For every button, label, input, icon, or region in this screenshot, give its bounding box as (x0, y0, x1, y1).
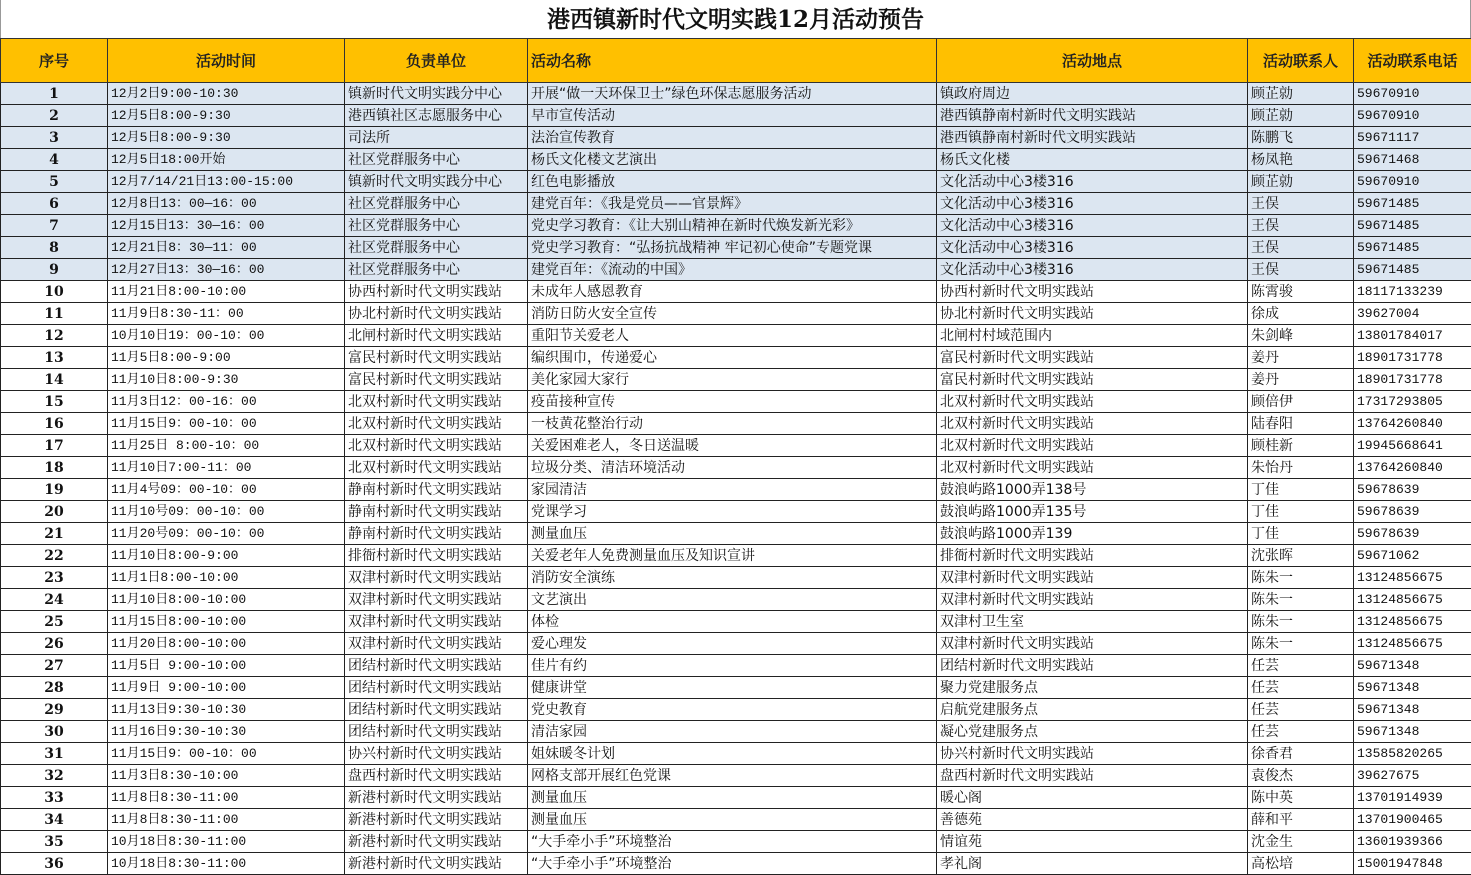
cell-place[interactable]: 鼓浪屿路1000弄135号 (937, 501, 1248, 523)
cell-name[interactable]: 爱心理发 (528, 633, 937, 655)
cell-place[interactable]: 镇政府周边 (937, 83, 1248, 105)
cell-phone[interactable]: 59671348 (1354, 721, 1471, 743)
cell-phone[interactable]: 18117133239 (1354, 281, 1471, 303)
cell-contact[interactable]: 陈鹏飞 (1248, 127, 1354, 149)
cell-contact[interactable]: 王俣 (1248, 215, 1354, 237)
cell-no[interactable]: 4 (1, 149, 108, 171)
cell-phone[interactable]: 59671485 (1354, 193, 1471, 215)
cell-time[interactable]: 11月13日9:30-10:30 (108, 699, 345, 721)
cell-no[interactable]: 22 (1, 545, 108, 567)
cell-phone[interactable]: 59671485 (1354, 237, 1471, 259)
cell-place[interactable]: 北双村新时代文明实践站 (937, 457, 1248, 479)
cell-contact[interactable]: 丁佳 (1248, 523, 1354, 545)
cell-contact[interactable]: 陈朱一 (1248, 611, 1354, 633)
header-row (1, 39, 1471, 83)
cell-name[interactable]: 关爱困难老人，冬日送温暖 (528, 435, 937, 457)
cell-name[interactable]: 党史学习教育：“弘扬抗战精神 牢记初心使命”专题党课 (528, 237, 937, 259)
cell-contact[interactable]: 陆春阳 (1248, 413, 1354, 435)
cell-unit[interactable]: 北双村新时代文明实践站 (345, 457, 528, 479)
cell-name[interactable]: 美化家园大家行 (528, 369, 937, 391)
cell-unit[interactable]: 北双村新时代文明实践站 (345, 435, 528, 457)
cell-time[interactable]: 11月1日8:00-10:00 (108, 567, 345, 589)
cell-unit[interactable]: 团结村新时代文明实践站 (345, 677, 528, 699)
cell-name[interactable]: 杨氏文化楼文艺演出 (528, 149, 937, 171)
cell-phone[interactable]: 59678639 (1354, 479, 1471, 501)
cell-name[interactable]: 党史学习教育：《让大别山精神在新时代焕发新光彩》 (528, 215, 937, 237)
table-row (1, 589, 1471, 611)
cell-contact[interactable]: 顾芷勍 (1248, 171, 1354, 193)
cell-phone[interactable]: 59670910 (1354, 171, 1471, 193)
cell-name[interactable]: 早市宣传活动 (528, 105, 937, 127)
cell-time[interactable]: 11月15日8:00-10:00 (108, 611, 345, 633)
header-phone[interactable]: 活动联系电话 (1354, 39, 1471, 83)
cell-phone[interactable]: 59671348 (1354, 655, 1471, 677)
cell-place[interactable]: 鼓浪屿路1000弄139 (937, 523, 1248, 545)
cell-unit[interactable]: 富民村新时代文明实践站 (345, 369, 528, 391)
table-row (1, 721, 1471, 743)
cell-contact[interactable]: 陈朱一 (1248, 633, 1354, 655)
cell-time[interactable]: 10月18日8:30-11:00 (108, 831, 345, 853)
cell-place[interactable]: 团结村新时代文明实践站 (937, 655, 1248, 677)
cell-no[interactable]: 33 (1, 787, 108, 809)
cell-place[interactable]: 盘西村新时代文明实践站 (937, 765, 1248, 787)
table-row (1, 633, 1471, 655)
cell-no[interactable]: 35 (1, 831, 108, 853)
cell-contact[interactable]: 朱剑峰 (1248, 325, 1354, 347)
cell-unit[interactable]: 新港村新时代文明实践站 (345, 787, 528, 809)
cell-no[interactable]: 11 (1, 303, 108, 325)
table-row (1, 105, 1471, 127)
table-row (1, 237, 1471, 259)
cell-unit[interactable]: 双津村新时代文明实践站 (345, 633, 528, 655)
cell-no[interactable]: 1 (1, 83, 108, 105)
cell-name[interactable]: “大手牵小手”环境整治 (528, 831, 937, 853)
cell-name[interactable]: 健康讲堂 (528, 677, 937, 699)
cell-place[interactable]: 北双村新时代文明实践站 (937, 413, 1248, 435)
cell-phone[interactable]: 59670910 (1354, 83, 1471, 105)
cell-phone[interactable]: 13585820265 (1354, 743, 1471, 765)
cell-place[interactable]: 文化活动中心3楼316 (937, 237, 1248, 259)
cell-time[interactable]: 11月3日12：00-16：00 (108, 391, 345, 413)
cell-contact[interactable]: 徐成 (1248, 303, 1354, 325)
cell-time[interactable]: 12月5日8:00-9:30 (108, 127, 345, 149)
cell-name[interactable]: 编织围巾，传递爱心 (528, 347, 937, 369)
cell-place[interactable]: 文化活动中心3楼316 (937, 171, 1248, 193)
cell-phone[interactable]: 59678639 (1354, 523, 1471, 545)
cell-name[interactable]: 测量血压 (528, 809, 937, 831)
cell-unit[interactable]: 静南村新时代文明实践站 (345, 523, 528, 545)
cell-time[interactable]: 11月4号09：00-10：00 (108, 479, 345, 501)
table-row (1, 413, 1471, 435)
header-time[interactable]: 活动时间 (108, 39, 345, 83)
cell-time[interactable]: 11月10日8:00-9:00 (108, 545, 345, 567)
cell-contact[interactable]: 沈金生 (1248, 831, 1354, 853)
cell-contact[interactable]: 任芸 (1248, 677, 1354, 699)
cell-name[interactable]: 红色电影播放 (528, 171, 937, 193)
cell-name[interactable]: 一枝黄花整治行动 (528, 413, 937, 435)
cell-no[interactable]: 27 (1, 655, 108, 677)
table-row (1, 83, 1471, 105)
table-row (1, 149, 1471, 171)
cell-name[interactable]: 建党百年：《流动的中国》 (528, 259, 937, 281)
cell-phone[interactable]: 15001947848 (1354, 853, 1471, 875)
cell-no[interactable]: 36 (1, 853, 108, 875)
cell-phone[interactable]: 13701914939 (1354, 787, 1471, 809)
table-row (1, 369, 1471, 391)
cell-no[interactable]: 5 (1, 171, 108, 193)
cell-time[interactable]: 12月27日13：30—16：00 (108, 259, 345, 281)
cell-place[interactable]: 富民村新时代文明实践站 (937, 369, 1248, 391)
cell-name[interactable]: 重阳节关爱老人 (528, 325, 937, 347)
cell-time[interactable]: 11月20日8:00-10:00 (108, 633, 345, 655)
cell-contact[interactable]: 姜丹 (1248, 347, 1354, 369)
cell-unit[interactable]: 团结村新时代文明实践站 (345, 721, 528, 743)
cell-phone[interactable]: 39627004 (1354, 303, 1471, 325)
header-no[interactable]: 序号 (1, 39, 108, 83)
table-row (1, 171, 1471, 193)
cell-time[interactable]: 10月10日19：00-10：00 (108, 325, 345, 347)
cell-unit[interactable]: 协北村新时代文明实践站 (345, 303, 528, 325)
cell-contact[interactable]: 陈朱一 (1248, 589, 1354, 611)
cell-name[interactable]: 消防安全演练 (528, 567, 937, 589)
table-row (1, 303, 1471, 325)
activity-table (0, 38, 1471, 875)
cell-no[interactable]: 13 (1, 347, 108, 369)
table-row (1, 831, 1471, 853)
table-row (1, 435, 1471, 457)
table-row (1, 325, 1471, 347)
cell-unit[interactable]: 双津村新时代文明实践站 (345, 567, 528, 589)
cell-contact[interactable]: 徐香君 (1248, 743, 1354, 765)
cell-unit[interactable]: 新港村新时代文明实践站 (345, 831, 528, 853)
table-row (1, 479, 1471, 501)
cell-phone[interactable]: 18901731778 (1354, 347, 1471, 369)
cell-phone[interactable]: 13124856675 (1354, 567, 1471, 589)
cell-phone[interactable]: 18901731778 (1354, 369, 1471, 391)
cell-unit[interactable]: 排衙村新时代文明实践站 (345, 545, 528, 567)
cell-time[interactable]: 11月21日8:00-10:00 (108, 281, 345, 303)
cell-name[interactable]: 垃圾分类、清洁环境活动 (528, 457, 937, 479)
cell-contact[interactable]: 陈霄骏 (1248, 281, 1354, 303)
cell-unit[interactable]: 镇新时代文明实践分中心 (345, 83, 528, 105)
table-row (1, 545, 1471, 567)
cell-no[interactable]: 3 (1, 127, 108, 149)
cell-no[interactable]: 20 (1, 501, 108, 523)
cell-time[interactable]: 12月15日13：30—16：00 (108, 215, 345, 237)
cell-no[interactable]: 32 (1, 765, 108, 787)
cell-time[interactable]: 12月2日9:00-10:30 (108, 83, 345, 105)
cell-time[interactable]: 12月8日13：00—16：00 (108, 193, 345, 215)
cell-phone[interactable]: 59671485 (1354, 259, 1471, 281)
cell-no[interactable]: 24 (1, 589, 108, 611)
cell-place[interactable]: 凝心党建服务点 (937, 721, 1248, 743)
cell-unit[interactable]: 社区党群服务中心 (345, 193, 528, 215)
cell-no[interactable]: 19 (1, 479, 108, 501)
cell-contact[interactable]: 丁佳 (1248, 501, 1354, 523)
table-row (1, 281, 1471, 303)
cell-place[interactable]: 港西镇静南村新时代文明实践站 (937, 127, 1248, 149)
cell-contact[interactable]: 陈朱一 (1248, 567, 1354, 589)
cell-name[interactable]: 未成年人感恩教育 (528, 281, 937, 303)
cell-time[interactable]: 11月20号09：00-10：00 (108, 523, 345, 545)
cell-name[interactable]: 法治宣传教育 (528, 127, 937, 149)
cell-no[interactable]: 6 (1, 193, 108, 215)
cell-name[interactable]: 测量血压 (528, 787, 937, 809)
cell-place[interactable]: 杨氏文化楼 (937, 149, 1248, 171)
cell-place[interactable]: 北双村新时代文明实践站 (937, 391, 1248, 413)
cell-phone[interactable]: 59671062 (1354, 545, 1471, 567)
cell-no[interactable]: 14 (1, 369, 108, 391)
table-row (1, 743, 1471, 765)
cell-time[interactable]: 11月9日 9:00-10:00 (108, 677, 345, 699)
cell-contact[interactable]: 王俣 (1248, 259, 1354, 281)
cell-unit[interactable]: 北双村新时代文明实践站 (345, 391, 528, 413)
table-row (1, 765, 1471, 787)
cell-place[interactable]: 文化活动中心3楼316 (937, 193, 1248, 215)
cell-place[interactable]: 双津村新时代文明实践站 (937, 633, 1248, 655)
cell-no[interactable]: 10 (1, 281, 108, 303)
cell-phone[interactable]: 13801784017 (1354, 325, 1471, 347)
cell-contact[interactable]: 王俣 (1248, 237, 1354, 259)
table-row (1, 787, 1471, 809)
cell-name[interactable]: 家园清洁 (528, 479, 937, 501)
cell-unit[interactable]: 北双村新时代文明实践站 (345, 413, 528, 435)
cell-unit[interactable]: 社区党群服务中心 (345, 237, 528, 259)
cell-phone[interactable]: 59671348 (1354, 677, 1471, 699)
cell-no[interactable]: 29 (1, 699, 108, 721)
cell-no[interactable]: 2 (1, 105, 108, 127)
cell-unit[interactable]: 镇新时代文明实践分中心 (345, 171, 528, 193)
cell-no[interactable]: 16 (1, 413, 108, 435)
cell-no[interactable]: 15 (1, 391, 108, 413)
cell-phone[interactable]: 13124856675 (1354, 589, 1471, 611)
table-row (1, 259, 1471, 281)
cell-name[interactable]: 疫苗接种宣传 (528, 391, 937, 413)
table-row (1, 501, 1471, 523)
header-place[interactable]: 活动地点 (937, 39, 1248, 83)
cell-time[interactable]: 11月10日7:00-11：00 (108, 457, 345, 479)
cell-place[interactable]: 北闸村村域范围内 (937, 325, 1248, 347)
cell-unit[interactable]: 港西镇社区志愿服务中心 (345, 105, 528, 127)
cell-place[interactable]: 鼓浪屿路1000弄138号 (937, 479, 1248, 501)
cell-no[interactable]: 8 (1, 237, 108, 259)
cell-name[interactable]: 清洁家园 (528, 721, 937, 743)
cell-unit[interactable]: 社区党群服务中心 (345, 149, 528, 171)
cell-time[interactable]: 11月9日8:30-11：00 (108, 303, 345, 325)
cell-unit[interactable]: 盘西村新时代文明实践站 (345, 765, 528, 787)
cell-phone[interactable]: 59671117 (1354, 127, 1471, 149)
cell-time[interactable]: 12月5日8:00-9:30 (108, 105, 345, 127)
cell-phone[interactable]: 59670910 (1354, 105, 1471, 127)
cell-unit[interactable]: 社区党群服务中心 (345, 215, 528, 237)
table-row (1, 655, 1471, 677)
cell-contact[interactable]: 高松培 (1248, 853, 1354, 875)
cell-no[interactable]: 30 (1, 721, 108, 743)
cell-time[interactable]: 11月10号09：00-10：00 (108, 501, 345, 523)
cell-unit[interactable]: 新港村新时代文明实践站 (345, 853, 528, 875)
cell-phone[interactable]: 13601939366 (1354, 831, 1471, 853)
cell-no[interactable]: 9 (1, 259, 108, 281)
cell-time[interactable]: 10月18日8:30-11:00 (108, 853, 345, 875)
cell-time[interactable]: 11月3日8:30-10:00 (108, 765, 345, 787)
cell-name[interactable]: 测量血压 (528, 523, 937, 545)
cell-place[interactable]: 文化活动中心3楼316 (937, 215, 1248, 237)
cell-contact[interactable]: 顾芷勍 (1248, 83, 1354, 105)
cell-place[interactable]: 双津村卫生室 (937, 611, 1248, 633)
cell-contact[interactable]: 沈张晖 (1248, 545, 1354, 567)
cell-contact[interactable]: 杨凤艳 (1248, 149, 1354, 171)
cell-no[interactable]: 34 (1, 809, 108, 831)
table-row (1, 809, 1471, 831)
table-row (1, 677, 1471, 699)
cell-unit[interactable]: 团结村新时代文明实践站 (345, 699, 528, 721)
cell-no[interactable]: 26 (1, 633, 108, 655)
cell-contact[interactable]: 袁俊杰 (1248, 765, 1354, 787)
cell-phone[interactable]: 13124856675 (1354, 611, 1471, 633)
cell-unit[interactable]: 协兴村新时代文明实践站 (345, 743, 528, 765)
cell-name[interactable]: 党史教育 (528, 699, 937, 721)
cell-no[interactable]: 7 (1, 215, 108, 237)
cell-no[interactable]: 17 (1, 435, 108, 457)
sheet-title: 港西镇新时代文明实践12月活动预告 (0, 0, 1471, 38)
cell-no[interactable]: 21 (1, 523, 108, 545)
cell-time[interactable]: 11月5日8:00-9:00 (108, 347, 345, 369)
cell-name[interactable]: 消防日防火安全宣传 (528, 303, 937, 325)
cell-contact[interactable]: 姜丹 (1248, 369, 1354, 391)
cell-phone[interactable]: 59671348 (1354, 699, 1471, 721)
table-row (1, 215, 1471, 237)
cell-contact[interactable]: 任芸 (1248, 699, 1354, 721)
header-name[interactable]: 活动名称 (528, 39, 937, 83)
cell-unit[interactable]: 静南村新时代文明实践站 (345, 479, 528, 501)
cell-no[interactable]: 12 (1, 325, 108, 347)
cell-name[interactable]: 开展“做一天环保卫士”绿色环保志愿服务活动 (528, 83, 937, 105)
cell-phone[interactable]: 13764260840 (1354, 413, 1471, 435)
cell-place[interactable]: 港西镇静南村新时代文明实践站 (937, 105, 1248, 127)
cell-phone[interactable]: 59671485 (1354, 215, 1471, 237)
cell-name[interactable]: 文艺演出 (528, 589, 937, 611)
cell-name[interactable]: 网格支部开展红色党课 (528, 765, 937, 787)
cell-name[interactable]: 佳片有约 (528, 655, 937, 677)
table-row (1, 611, 1471, 633)
header-unit[interactable]: 负责单位 (345, 39, 528, 83)
cell-unit[interactable]: 社区党群服务中心 (345, 259, 528, 281)
cell-place[interactable]: 协兴村新时代文明实践站 (937, 743, 1248, 765)
cell-time[interactable]: 11月10日8:00-9:30 (108, 369, 345, 391)
cell-contact[interactable]: 陈中英 (1248, 787, 1354, 809)
cell-time[interactable]: 11月25日 8:00-10：00 (108, 435, 345, 457)
cell-time[interactable]: 11月15日9：00-10：00 (108, 413, 345, 435)
table-row (1, 127, 1471, 149)
cell-time[interactable]: 11月8日8:30-11:00 (108, 787, 345, 809)
cell-unit[interactable]: 北闸村新时代文明实践站 (345, 325, 528, 347)
cell-contact[interactable]: 任芸 (1248, 721, 1354, 743)
cell-unit[interactable]: 双津村新时代文明实践站 (345, 589, 528, 611)
cell-unit[interactable]: 双津村新时代文明实践站 (345, 611, 528, 633)
cell-name[interactable]: 关爱老年人免费测量血压及知识宣讲 (528, 545, 937, 567)
cell-phone[interactable]: 19945668641 (1354, 435, 1471, 457)
cell-no[interactable]: 28 (1, 677, 108, 699)
cell-phone[interactable]: 59671468 (1354, 149, 1471, 171)
cell-unit[interactable]: 司法所 (345, 127, 528, 149)
table-row (1, 699, 1471, 721)
cell-phone[interactable]: 59678639 (1354, 501, 1471, 523)
cell-name[interactable]: 建党百年：《我是党员——官景辉》 (528, 193, 937, 215)
table-row (1, 347, 1471, 369)
cell-place[interactable]: 聚力党建服务点 (937, 677, 1248, 699)
cell-unit[interactable]: 新港村新时代文明实践站 (345, 809, 528, 831)
cell-time[interactable]: 12月5日18:00开始 (108, 149, 345, 171)
cell-contact[interactable]: 朱怡丹 (1248, 457, 1354, 479)
cell-unit[interactable]: 静南村新时代文明实践站 (345, 501, 528, 523)
table-row (1, 391, 1471, 413)
cell-place[interactable]: 协西村新时代文明实践站 (937, 281, 1248, 303)
cell-no[interactable]: 31 (1, 743, 108, 765)
cell-unit[interactable]: 富民村新时代文明实践站 (345, 347, 528, 369)
cell-contact[interactable]: 顾倍伊 (1248, 391, 1354, 413)
cell-place[interactable]: 双津村新时代文明实践站 (937, 589, 1248, 611)
cell-unit[interactable]: 团结村新时代文明实践站 (345, 655, 528, 677)
cell-place[interactable]: 协北村新时代文明实践站 (937, 303, 1248, 325)
header-contact[interactable]: 活动联系人 (1248, 39, 1354, 83)
cell-contact[interactable]: 丁佳 (1248, 479, 1354, 501)
cell-time[interactable]: 12月21日8：30—11：00 (108, 237, 345, 259)
table-row (1, 523, 1471, 545)
cell-phone[interactable]: 13764260840 (1354, 457, 1471, 479)
cell-time[interactable]: 11月16日9:30-10:30 (108, 721, 345, 743)
cell-place[interactable]: 北双村新时代文明实践站 (937, 435, 1248, 457)
cell-name[interactable]: 体检 (528, 611, 937, 633)
cell-time[interactable]: 11月10日8:00-10:00 (108, 589, 345, 611)
cell-place[interactable]: 启航党建服务点 (937, 699, 1248, 721)
cell-place[interactable]: 富民村新时代文明实践站 (937, 347, 1248, 369)
cell-no[interactable]: 23 (1, 567, 108, 589)
cell-name[interactable]: “大手牵小手”环境整治 (528, 853, 937, 875)
table-row (1, 457, 1471, 479)
cell-phone[interactable]: 13701900465 (1354, 809, 1471, 831)
table-row (1, 193, 1471, 215)
cell-place[interactable]: 文化活动中心3楼316 (937, 259, 1248, 281)
cell-phone[interactable]: 39627675 (1354, 765, 1471, 787)
cell-time[interactable]: 11月15日9：00-10：00 (108, 743, 345, 765)
cell-contact[interactable]: 薛和平 (1248, 809, 1354, 831)
cell-place[interactable]: 双津村新时代文明实践站 (937, 567, 1248, 589)
cell-name[interactable]: 党课学习 (528, 501, 937, 523)
cell-contact[interactable]: 任芸 (1248, 655, 1354, 677)
cell-unit[interactable]: 协西村新时代文明实践站 (345, 281, 528, 303)
cell-phone[interactable]: 17317293805 (1354, 391, 1471, 413)
cell-place[interactable]: 善德苑 (937, 809, 1248, 831)
cell-place[interactable]: 情谊苑 (937, 831, 1248, 853)
cell-place[interactable]: 排衙村新时代文明实践站 (937, 545, 1248, 567)
cell-no[interactable]: 18 (1, 457, 108, 479)
cell-contact[interactable]: 顾芷勍 (1248, 105, 1354, 127)
cell-place[interactable]: 孝礼阁 (937, 853, 1248, 875)
cell-time[interactable]: 11月5日 9:00-10:00 (108, 655, 345, 677)
cell-place[interactable]: 暖心阁 (937, 787, 1248, 809)
cell-name[interactable]: 姐妹暖冬计划 (528, 743, 937, 765)
cell-time[interactable]: 12月7/14/21日13:00-15:00 (108, 171, 345, 193)
cell-contact[interactable]: 顾桂新 (1248, 435, 1354, 457)
cell-time[interactable]: 11月8日8:30-11:00 (108, 809, 345, 831)
table-row (1, 567, 1471, 589)
cell-no[interactable]: 25 (1, 611, 108, 633)
cell-contact[interactable]: 王俣 (1248, 193, 1354, 215)
cell-phone[interactable]: 13124856675 (1354, 633, 1471, 655)
table-row (1, 853, 1471, 875)
